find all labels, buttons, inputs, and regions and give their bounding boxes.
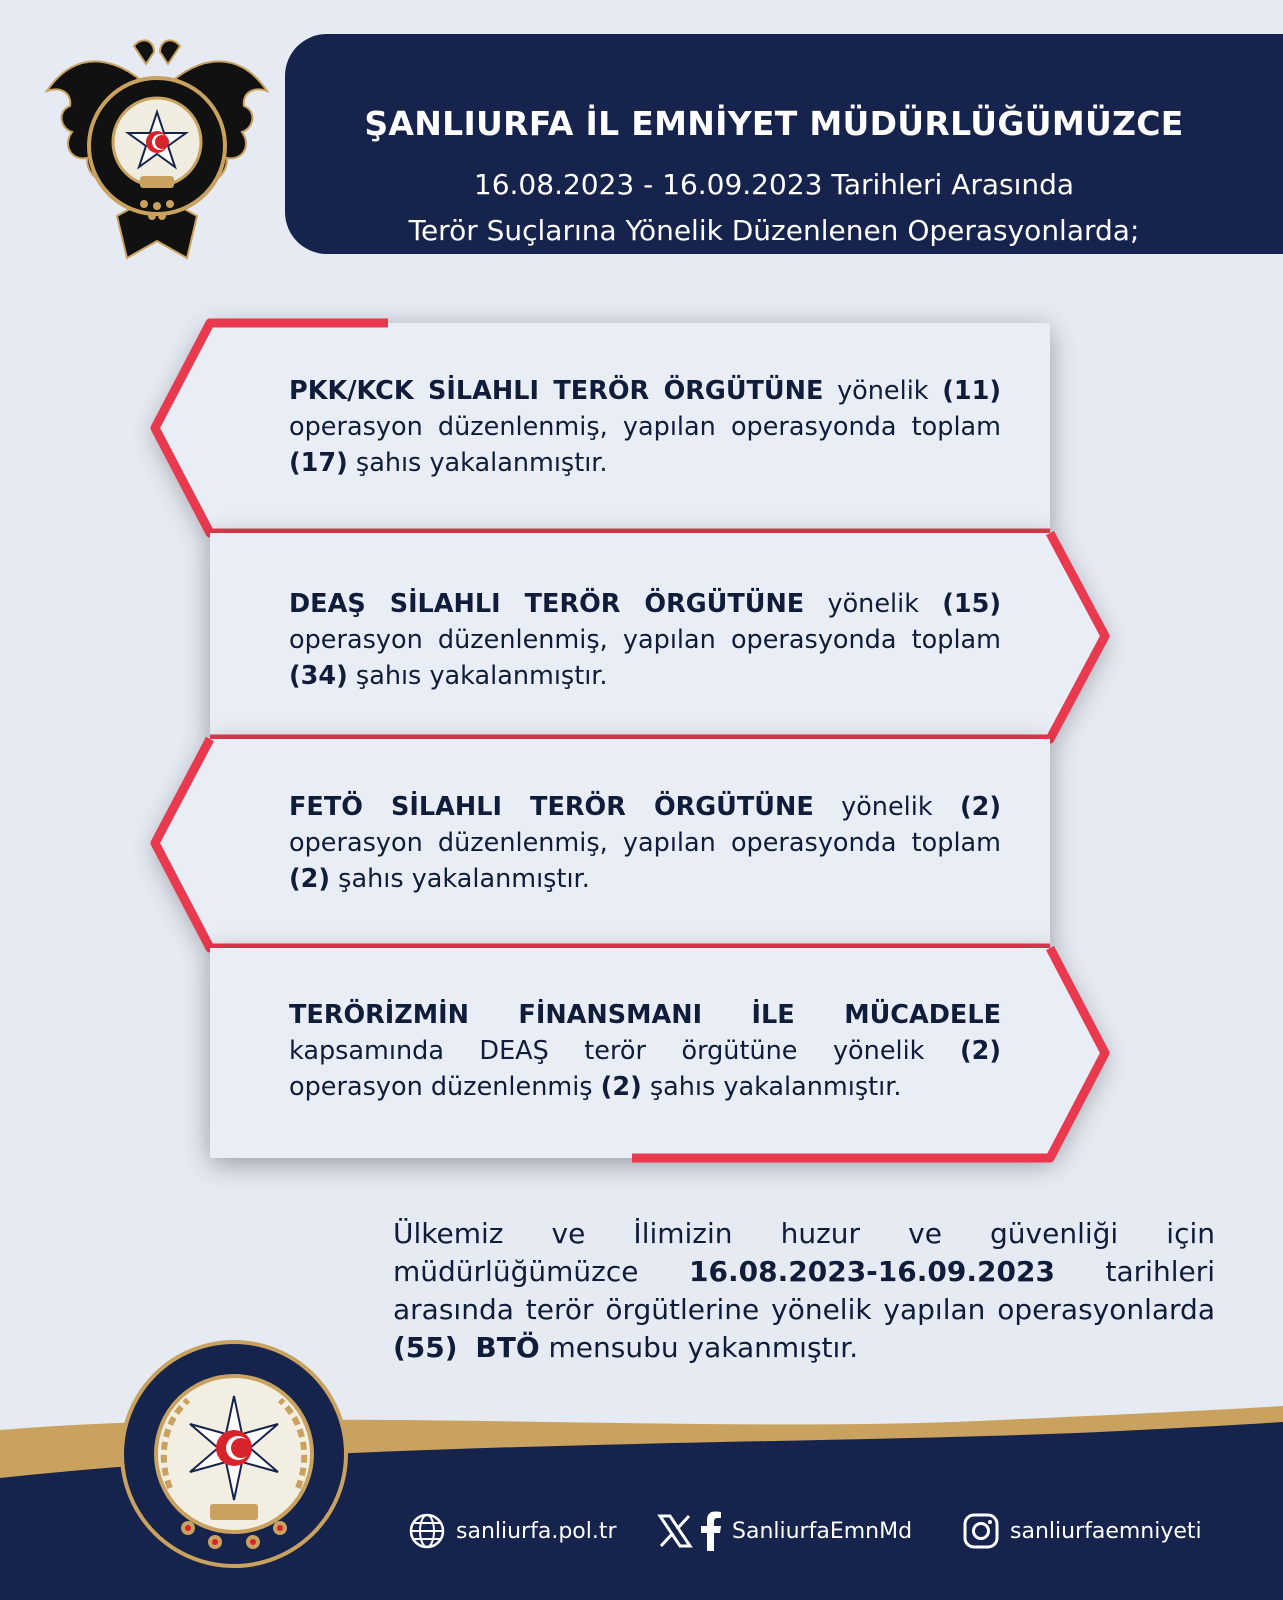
- block-text: yönelik: [813, 792, 960, 822]
- block-text: operasyon düzenlenmiş, yapılan operasyonda toplam: [289, 625, 1001, 655]
- globe-icon: [408, 1512, 446, 1550]
- operation-count: (2): [959, 1036, 1001, 1066]
- block-pkk: [289, 373, 1001, 481]
- bottom-police-badge-logo: [118, 1338, 350, 1570]
- x-facebook-handle[interactable]: SanliurfaEmnMd: [732, 1518, 913, 1544]
- header-subtitle-topic: Terör Suçlarına Yönelik Düzenlenen Operasyonlarda;: [408, 214, 1140, 247]
- instagram-handle[interactable]: sanliurfaemniyeti: [1010, 1518, 1202, 1544]
- summary-text: Ülkemiz ve İlimizin huzur ve güvenliği için müdürlüğümüzce: [393, 1217, 1215, 1288]
- header-title: ŞANLIURFA İL EMNİYET MÜDÜRLÜĞÜMÜZCE: [364, 104, 1184, 143]
- summary-dates: 16.08.2023-16.09.2023: [689, 1255, 1055, 1288]
- block-feto-title: FETÖ SİLAHLI TERÖR ÖRGÜTÜNE: [289, 792, 814, 822]
- summary-text: mensubu yakanmıştır.: [539, 1331, 859, 1364]
- summary-count: (55): [393, 1331, 458, 1364]
- block-text: yönelik: [823, 376, 943, 406]
- header-subtitle-dates: 16.08.2023 - 16.09.2023 Tarihleri Arasında: [473, 168, 1075, 201]
- block-deas-title: DEAŞ SİLAHLI TERÖR ÖRGÜTÜNE: [289, 589, 805, 619]
- block-pkk-title: PKK/KCK SİLAHLI TERÖR ÖRGÜTÜNE: [289, 376, 824, 406]
- facebook-icon: [698, 1511, 722, 1551]
- block-text: yönelik: [804, 589, 943, 619]
- block-text: operasyon düzenlenmiş: [289, 1072, 601, 1102]
- block-text: operasyon düzenlenmiş, yapılan operasyonda toplam: [289, 412, 1001, 442]
- block-text: operasyon düzenlenmiş, yapılan operasyonda toplam: [289, 828, 1001, 858]
- operation-count: (15): [942, 589, 1001, 619]
- block-feto: [289, 789, 1001, 897]
- arrest-count: (17): [289, 448, 348, 478]
- footer-instagram[interactable]: [962, 1511, 1202, 1551]
- block-deas: [289, 586, 1001, 694]
- block-text: şahıs yakalanmıştır.: [641, 1072, 902, 1102]
- x-logo-icon: [656, 1512, 694, 1550]
- block-finance-title: TERÖRİZMİN FİNANSMANI İLE MÜCADELE: [289, 1000, 1001, 1030]
- block-text: şahıs yakalanmıştır.: [347, 661, 608, 691]
- operation-count: (11): [942, 376, 1001, 406]
- arrest-count: (2): [600, 1072, 642, 1102]
- arrest-count: (2): [289, 864, 331, 894]
- instagram-icon: [962, 1512, 1000, 1550]
- block-text: kapsamında DEAŞ terör örgütüne yönelik: [289, 1036, 960, 1066]
- footer-x-facebook[interactable]: [656, 1511, 912, 1551]
- block-text: şahıs yakalanmıştır.: [330, 864, 590, 894]
- summary-paragraph: [393, 1215, 1215, 1367]
- block-finance: [289, 997, 1001, 1105]
- website-link[interactable]: sanliurfa.pol.tr: [456, 1518, 617, 1544]
- arrest-count: (34): [289, 661, 348, 691]
- block-text: şahıs yakalanmıştır.: [347, 448, 608, 478]
- summary-text: [458, 1331, 476, 1364]
- operation-count: (2): [959, 792, 1001, 822]
- footer-website[interactable]: [408, 1511, 617, 1551]
- top-emblem-logo: [42, 36, 272, 264]
- summary-org: BTÖ: [475, 1331, 540, 1364]
- summary-text: tarihleri arasında terör örgütlerine yönelik yapılan operasyonlarda: [393, 1255, 1216, 1326]
- header-banner: [285, 34, 1283, 254]
